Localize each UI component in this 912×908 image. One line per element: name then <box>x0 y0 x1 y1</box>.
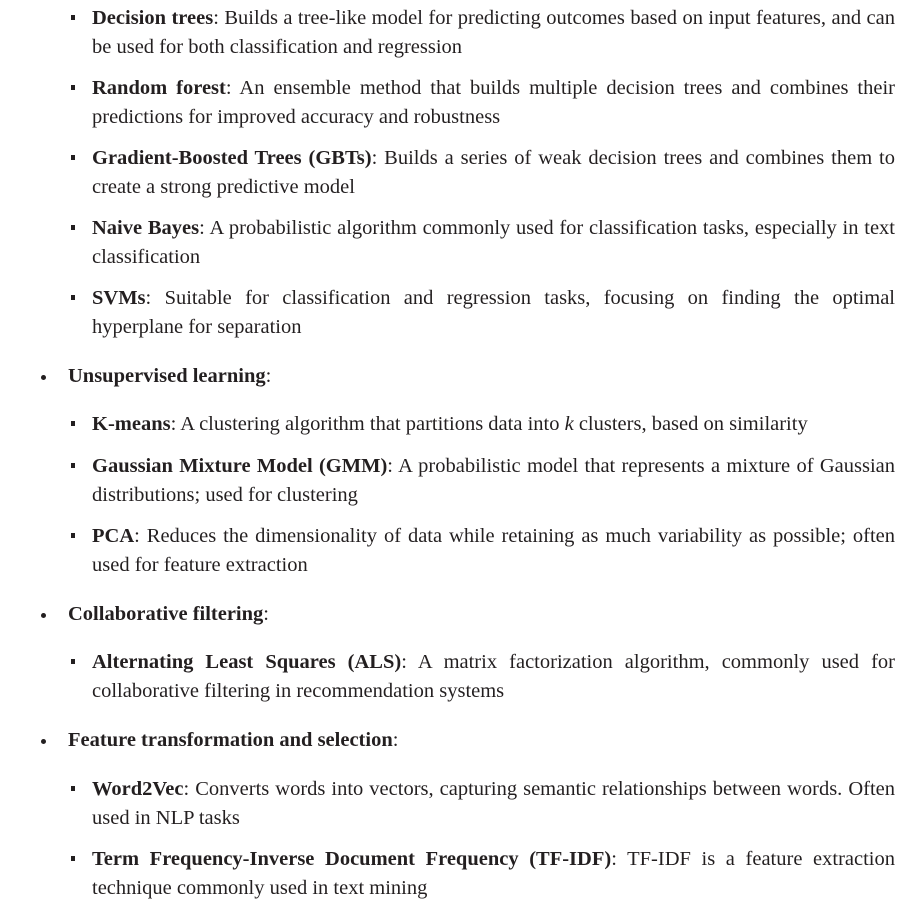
item-separator: : <box>213 7 219 29</box>
list-item-random-forest <box>92 74 895 132</box>
item-description: A probabilistic model that represents a mixture of Gaussian distributions; used for clustering <box>92 455 895 506</box>
heading-separator: : <box>265 365 272 387</box>
square-bullet-icon <box>71 856 75 861</box>
item-separator: : <box>145 287 152 309</box>
item-description: Builds a tree-like model for predicting outcomes based on input features, and can be used for both classification and regression <box>92 7 895 58</box>
section-heading-feature-transformation <box>68 726 895 755</box>
item-description: Builds a series of weak decision trees and combines them to create a strong predictive model <box>92 147 895 198</box>
disc-bullet-icon <box>41 375 46 380</box>
item-description: A probabilistic algorithm commonly used for classification tasks, especially in text classification <box>92 217 895 268</box>
item-description: TF-IDF is a feature extraction technique commonly used in text mining <box>92 848 895 899</box>
item-description: A clustering algorithm that partitions data into <box>176 413 565 435</box>
item-separator: : <box>199 217 205 239</box>
list-item-naive-bayes <box>92 214 895 272</box>
item-description: Suitable for classification and regression tasks, focusing on finding the optimal hyperplane for separation <box>92 287 895 338</box>
item-term: Word2Vec <box>92 778 184 800</box>
item-description-italic: k <box>564 413 574 435</box>
square-bullet-icon <box>71 295 75 300</box>
item-term: Alternating Least Squares (ALS) <box>92 651 402 673</box>
item-term: Gradient-Boosted Trees (GBTs) <box>92 147 372 169</box>
list-item-gbts <box>92 144 895 202</box>
square-bullet-icon <box>71 15 75 20</box>
square-bullet-icon <box>71 85 75 90</box>
item-description: Converts words into vectors, capturing semantic relationships between words. Often used in NLP tasks <box>92 778 895 829</box>
list-item-svms <box>92 284 895 342</box>
item-term: PCA <box>92 525 135 547</box>
disc-bullet-icon <box>41 739 46 744</box>
item-term: SVMs <box>92 287 146 309</box>
section-heading-collaborative-filtering <box>68 600 895 629</box>
item-separator: : <box>134 525 140 547</box>
heading-separator: : <box>392 729 399 751</box>
disc-bullet-icon <box>41 613 46 618</box>
item-term: Random forest <box>92 77 226 99</box>
item-term: Naive Bayes <box>92 217 200 239</box>
item-term: Term Frequency-Inverse Document Frequency (TF-IDF) <box>92 848 612 870</box>
item-separator: : <box>387 455 393 477</box>
heading-separator: : <box>263 603 269 625</box>
square-bullet-icon <box>71 225 75 230</box>
item-separator: : <box>611 848 617 870</box>
item-separator: : <box>225 77 232 99</box>
item-separator: : <box>170 413 177 435</box>
list-item-gmm <box>92 452 895 510</box>
square-bullet-icon <box>71 421 75 426</box>
item-description: clusters, based on similarity <box>573 413 808 435</box>
item-description: A matrix factorization algorithm, commonly used for collaborative filtering in recommendation systems <box>92 651 896 702</box>
section-heading: Feature transformation and selection <box>68 729 393 751</box>
square-bullet-icon <box>71 659 75 664</box>
square-bullet-icon <box>71 463 75 468</box>
section-heading-unsupervised-learning <box>68 362 895 391</box>
item-separator: : <box>401 651 407 673</box>
item-description: An ensemble method that builds multiple decision trees and combines their predictions for improved accuracy and robustness <box>92 77 895 128</box>
square-bullet-icon <box>71 155 75 160</box>
section-heading: Unsupervised learning <box>68 365 266 387</box>
item-term: Gaussian Mixture Model (GMM) <box>92 455 388 477</box>
list-item-pca <box>92 522 895 580</box>
square-bullet-icon <box>71 786 75 791</box>
item-term: K-means <box>92 413 171 435</box>
list-item-decision-trees <box>92 4 895 62</box>
item-description: Reduces the dimensionality of data while retaining as much variability as possible; often used for feature extraction <box>92 525 895 576</box>
section-heading: Collaborative filtering <box>68 603 264 625</box>
square-bullet-icon <box>71 533 75 538</box>
list-item-word2vec <box>92 775 895 833</box>
item-separator: : <box>183 778 190 800</box>
list-item-k-means <box>92 410 895 439</box>
item-term: Decision trees <box>92 7 214 29</box>
item-separator: : <box>371 147 378 169</box>
list-item-tf-idf <box>92 845 895 903</box>
list-item-als <box>92 648 895 706</box>
